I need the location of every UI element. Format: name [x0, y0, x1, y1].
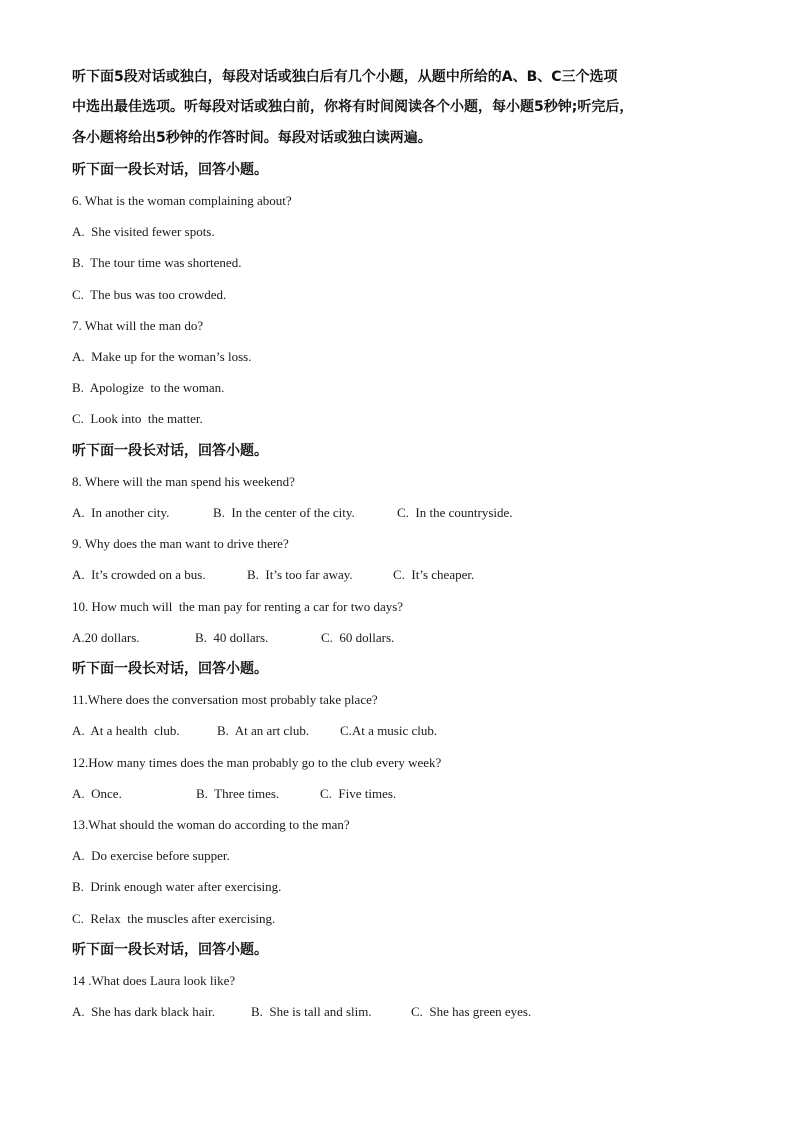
question-13-option-a: A. Do exercise before supper. — [72, 848, 230, 863]
question-7-option-b: B. Apologize to the woman. — [72, 380, 225, 395]
section-heading-1: 听下面一段长对话，回答小题。 — [72, 162, 268, 178]
question-10-option-a: A.20 dollars. — [72, 630, 140, 645]
question-9-option-c: C. It’s cheaper. — [393, 567, 475, 582]
section-heading-3: 听下面一段长对话，回答小题。 — [72, 661, 268, 677]
question-9-option-a: A. It’s crowded on a bus. — [72, 567, 206, 582]
question-7-option-a: A. Make up for the woman’s loss. — [72, 349, 252, 364]
question-7-option-c: C. Look into the matter. — [72, 411, 203, 426]
question-10: 10. How much will the man pay for renting a car for two days? — [72, 599, 404, 614]
question-10-option-b: B. 40 dollars. — [195, 630, 269, 645]
question-14-option-c: C. She has green eyes. — [411, 1004, 532, 1019]
question-6-option-a: A. She visited fewer spots. — [72, 224, 215, 239]
question-10-option-c: C. 60 dollars. — [321, 630, 395, 645]
question-12: 12.How many times does the man probably go to the club every week? — [72, 755, 442, 770]
question-6-option-b: B. The tour time was shortened. — [72, 255, 242, 270]
question-12-option-c: C. Five times. — [320, 786, 397, 801]
question-6-option-c: C. The bus was too crowded. — [72, 287, 227, 302]
question-11-option-c: C.At a music club. — [340, 723, 438, 738]
question-8-option-c: C. In the countryside. — [397, 505, 513, 520]
question-13-option-c: C. Relax the muscles after exercising. — [72, 911, 276, 926]
question-11-option-b: B. At an art club. — [217, 723, 310, 738]
section-heading-4: 听下面一段长对话，回答小题。 — [72, 942, 268, 958]
instructions-line-3: 各小题将给出5秒钟的作答时间。每段对话或独白读两遍。 — [72, 130, 432, 146]
question-7: 7. What will the man do? — [72, 318, 204, 333]
question-13: 13.What should the woman do according to the man? — [72, 817, 350, 832]
question-12-option-b: B. Three times. — [196, 786, 280, 801]
instructions-line-1: 听下面5段对话或独白，每段对话或独白后有几个小题，从题中所给的A、B、C三个选项 — [72, 69, 618, 85]
question-6: 6. What is the woman complaining about? — [72, 193, 292, 208]
question-12-option-a: A. Once. — [72, 786, 122, 801]
question-8-option-b: B. In the center of the city. — [213, 505, 355, 520]
question-8-option-a: A. In another city. — [72, 505, 170, 520]
question-11: 11.Where does the conversation most probably take place? — [72, 692, 378, 707]
question-14-option-a: A. She has dark black hair. — [72, 1004, 215, 1019]
question-9-option-b: B. It’s too far away. — [247, 567, 353, 582]
question-11-option-a: A. At a health club. — [72, 723, 180, 738]
question-13-option-b: B. Drink enough water after exercising. — [72, 879, 282, 894]
section-heading-2: 听下面一段长对话，回答小题。 — [72, 443, 268, 459]
question-14-option-b: B. She is tall and slim. — [251, 1004, 372, 1019]
question-14: 14 .What does Laura look like? — [72, 973, 236, 988]
question-8: 8. Where will the man spend his weekend? — [72, 474, 295, 489]
instructions-line-2: 中选出最佳选项。听每段对话或独白前，你将有时间阅读各个小题，每小题5秒钟;听完后， — [72, 99, 634, 115]
question-9: 9. Why does the man want to drive there? — [72, 536, 289, 551]
